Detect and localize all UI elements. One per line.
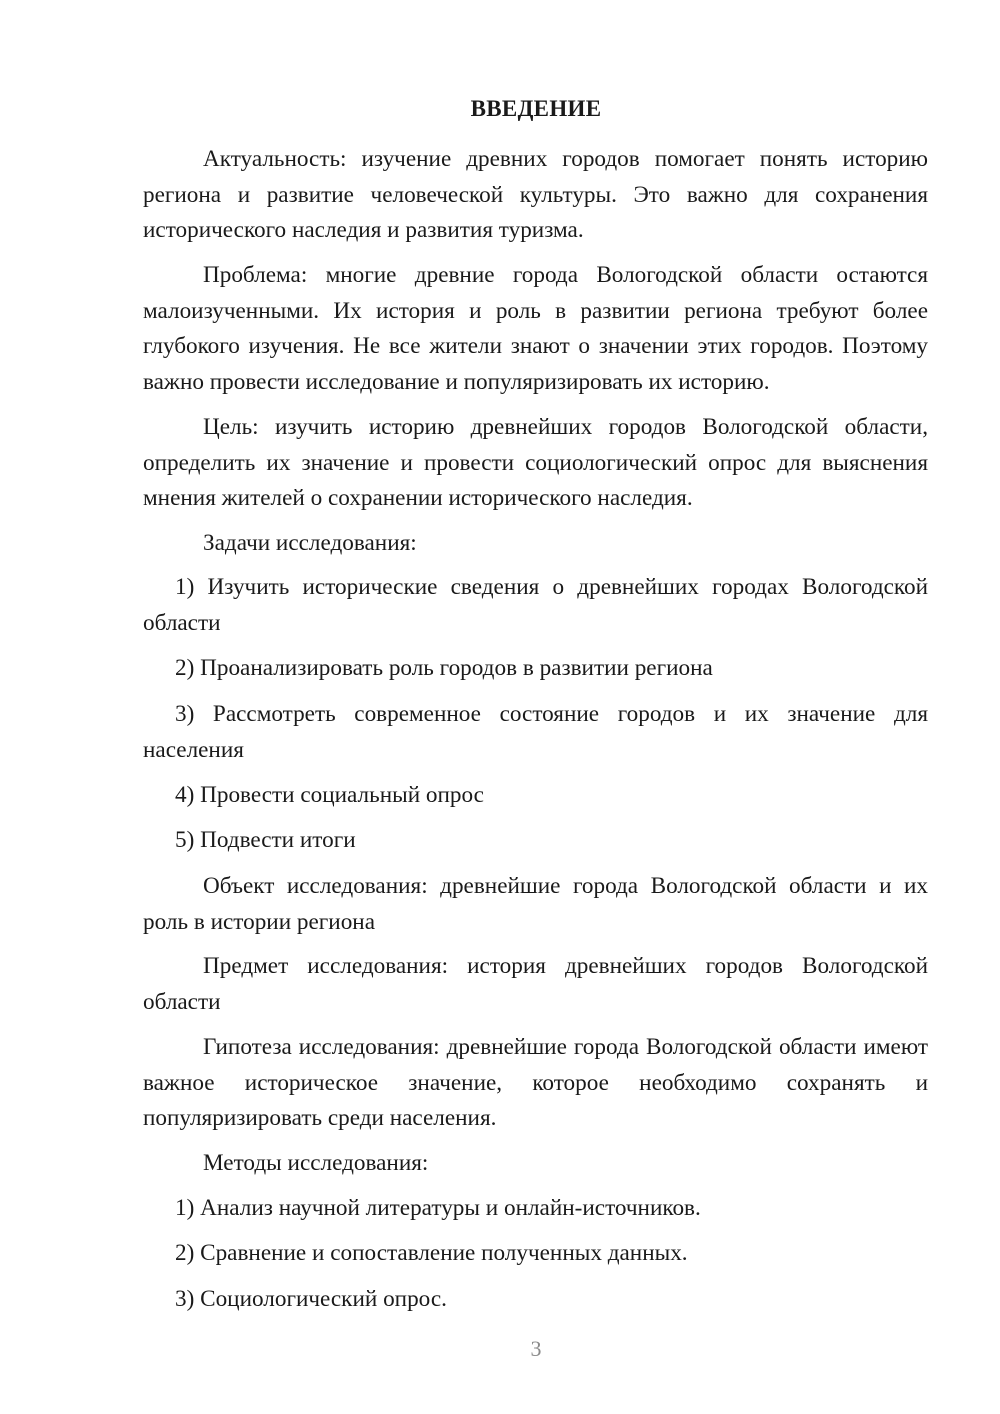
page-number: 3 [530,1336,542,1361]
relevance-paragraph: Актуальность: изучение древних городов помогает понять историю региона и развитие человеческой культуры. Это важно для сохранения исторического наследия и развития туризма. [143,146,928,243]
method-item-1: 1) Анализ научной литературы и онлайн-источников. [175,1195,701,1221]
task-item-5: 5) Подвести итоги [175,827,356,853]
subject-paragraph: Предмет исследования: история древнейших городов Вологодской области [143,953,928,1015]
methods-title: Методы исследования: [203,1150,429,1176]
goal-paragraph: Цель: изучить историю древнейших городов Вологодской области, определить их значение и провести социологический опрос для выяснения мнения жителей о сохранении исторического наследия. [143,414,928,511]
task-item-2: 2) Проанализировать роль городов в развитии региона [175,655,713,681]
object-paragraph: Объект исследования: древнейшие города Вологодской области и их роль в истории региона [143,873,928,935]
task-item-1: 1) Изучить исторические сведения о древнейших городах Вологодской области [143,574,928,636]
problem-paragraph: Проблема: многие древние города Вологодской области остаются малоизученными. Их история и роль в развитии региона требуют более глубокого изучения. Не все жители знают о значении этих городов. Поэтому важно провести исследование и популяризировать их историю. [143,262,928,395]
task-item-4: 4) Провести социальный опрос [175,782,484,808]
hypothesis-paragraph: Гипотеза исследования: древнейшие города Вологодской области имеют важное историческое значение, которое необходимо сохранять и популяризировать среди населения. [143,1034,928,1131]
task-item-3: 3) Рассмотреть современное состояние городов и их значение для населения [143,701,928,763]
method-item-2: 2) Сравнение и сопоставление полученных данных. [175,1240,688,1266]
section-heading: ВВЕДЕНИЕ [470,96,602,121]
method-item-3: 3) Социологический опрос. [175,1286,447,1312]
tasks-title: Задачи исследования: [203,530,417,556]
